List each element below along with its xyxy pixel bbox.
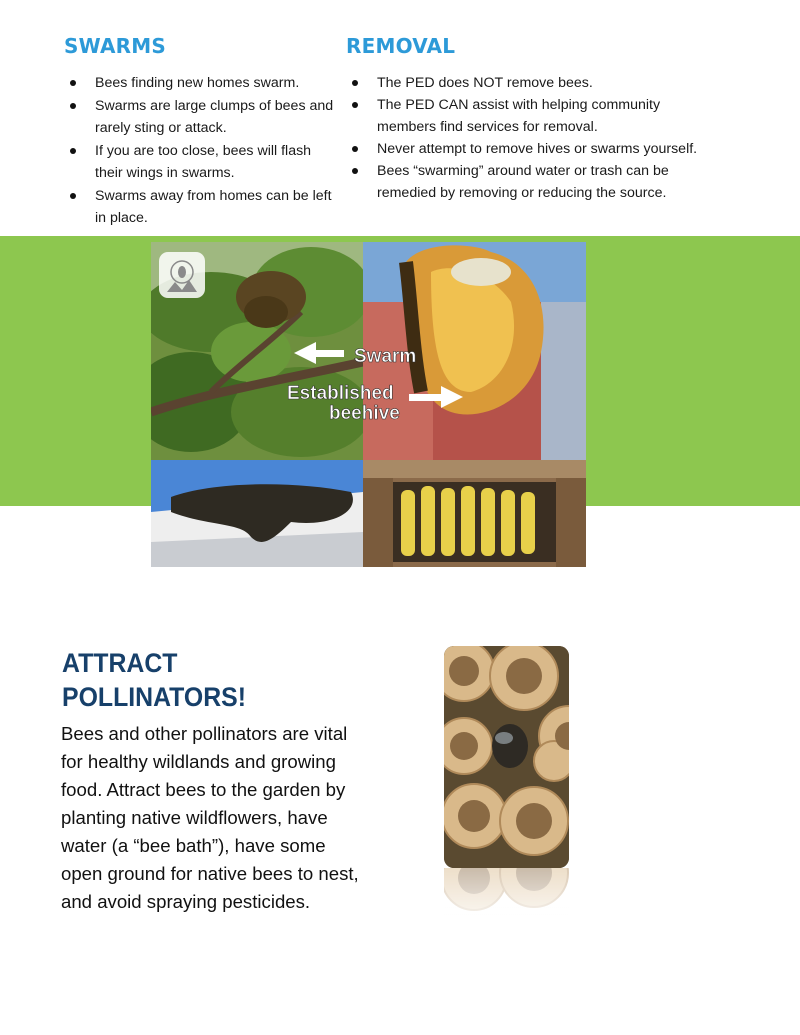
attract-body: Bees and other pollinators are vital for healthy wildlands and growing food. Attract bees to the garden by planting native wildflowers, have water (a “bee bath”), have some open ground for native bees to nest, and avoid spraying pesticides. [61,723,359,912]
list-item [64,95,334,139]
bee-photo-collage [151,242,586,567]
list-item [346,72,746,94]
list-item [64,72,334,94]
attract-title-line2: POLLINATORS! [62,682,246,712]
list-item [346,94,746,138]
bullet-icon [70,80,76,86]
bullet-icon [352,102,358,108]
swarms-section [64,34,334,229]
list-item [64,140,334,184]
attract-title-line1: ATTRACT [62,648,178,678]
removal-item-text: The PED CAN assist with helping community members find services for removal. [377,97,661,135]
bullet-icon [352,168,358,174]
swarms-item-text: Bees finding new homes [95,75,254,91]
swarms-item-bold: swarm [253,75,296,91]
bullet-icon [352,146,358,152]
established-label-line2: beehive [329,403,400,424]
hive-in-wall-photo [363,460,586,567]
tubes-reflection [444,868,569,934]
bullet-icon [70,148,76,154]
reflection-svg [444,868,569,934]
bee-cactus-logo-icon [159,252,205,298]
list-item [346,160,746,204]
swarms-item-after: . [295,75,300,91]
attract-title [62,646,338,714]
tubes-svg [444,646,569,868]
swarms-title: SWARMS [64,34,166,58]
swarms-item-text: If you are too close, bees will flash their wings in swarms. [95,143,312,181]
bee-nesting-tubes-photo [444,646,569,868]
swarm-on-roof-photo [151,460,363,567]
removal-section [346,34,746,204]
removal-title: REMOVAL [346,34,456,58]
bee-icon [492,724,528,768]
collage-svg [151,242,586,567]
removal-item-text: The PED does NOT remove bees. [377,75,593,91]
established-label-line1: Established [287,383,394,404]
swarms-item-text: Swarms away from homes can be left in place. [95,188,332,226]
removal-list [346,72,746,204]
swarms-item-text: Swarms are large clumps of bees and rarely sting or attack. [95,98,334,136]
bullet-icon [70,103,76,109]
removal-item-text: Never attempt to remove hives or swarms yourself. [377,141,698,157]
swarms-list [64,72,334,229]
list-item [346,138,746,160]
swarm-label: Swarm [354,346,417,367]
bullet-icon [70,193,76,199]
removal-item-text: Bees “swarming” around water or trash can be remedied by removing or reducing the source. [377,163,669,201]
bullet-icon [352,80,358,86]
list-item [64,185,334,229]
